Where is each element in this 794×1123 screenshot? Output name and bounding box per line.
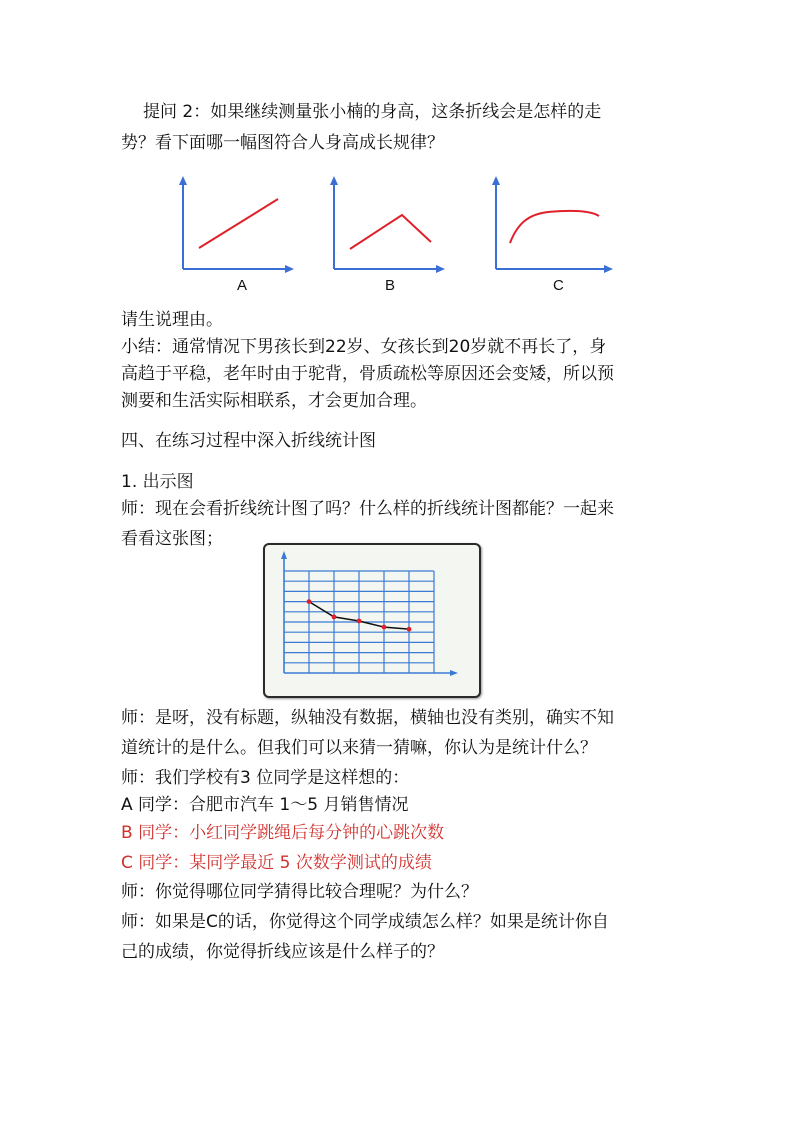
summary-line2: 高趋于平稳，老年时由于驼背，骨质疏松等原因还会变矮，所以预 <box>121 364 614 384</box>
student-c: C 同学：某同学最近 5 次数学测试的成绩 <box>121 853 432 873</box>
y-axis-arrow <box>281 551 287 559</box>
figure-b <box>330 176 445 273</box>
section-4-heading: 四、在练习过程中深入折线统计图 <box>121 431 376 451</box>
teacher-1-line2: 看看这张图； <box>121 529 223 549</box>
item-1: 1. 出示图 <box>121 472 194 492</box>
data-point <box>332 615 337 620</box>
figure-a-label: A <box>237 277 248 294</box>
teacher-1-line1: 师：现在会看折线统计图了吗？什么样的折线统计图都能？一起来 <box>121 499 614 519</box>
teacher-3: 师：我们学校有3 位同学是这样想的： <box>121 768 410 788</box>
data-point <box>307 599 312 604</box>
summary-line1: 小结：通常情况下男孩长到22岁、女孩长到20岁就不再长了，身 <box>121 337 607 357</box>
figure-c-label: C <box>553 277 564 294</box>
x-axis-arrow <box>450 670 458 676</box>
student-b: B 同学：小红同学跳绳后每分钟的心跳次数 <box>121 823 445 843</box>
figure-c <box>492 176 613 273</box>
data-point <box>407 627 412 632</box>
growth-trend-figures <box>0 0 794 300</box>
figure-b-label: B <box>385 277 396 294</box>
data-point <box>357 619 362 624</box>
figure-a <box>179 176 294 273</box>
line-chart <box>278 552 478 682</box>
ask-reason: 请生说理由。 <box>121 310 223 330</box>
teacher-5-line1: 师：如果是C的话，你觉得这个同学成绩怎么样？如果是统计你自 <box>121 912 609 932</box>
summary-line3: 测要和生活实际相联系，才会更加合理。 <box>121 391 427 411</box>
teacher-5-line2: 己的成绩，你觉得折线应该是什么样子的？ <box>121 942 444 962</box>
teacher-4: 师：你觉得哪位同学猜得比较合理呢？为什么？ <box>121 882 478 902</box>
question-2-line2: 势？看下面哪一幅图符合人身高成长规律？ <box>121 133 444 153</box>
teacher-2-line1: 师：是呀，没有标题，纵轴没有数据，横轴也没有类别，确实不知 <box>121 708 614 728</box>
student-a: A 同学：合肥市汽车 1～5 月销售情况 <box>121 795 409 815</box>
data-point <box>382 625 387 630</box>
teacher-2-line2: 道统计的是什么。但我们可以来猜一猜嘛，你认为是统计什么？ <box>121 738 597 758</box>
question-2-line1: 提问 2：如果继续测量张小楠的身高，这条折线会是怎样的走 <box>143 102 602 122</box>
